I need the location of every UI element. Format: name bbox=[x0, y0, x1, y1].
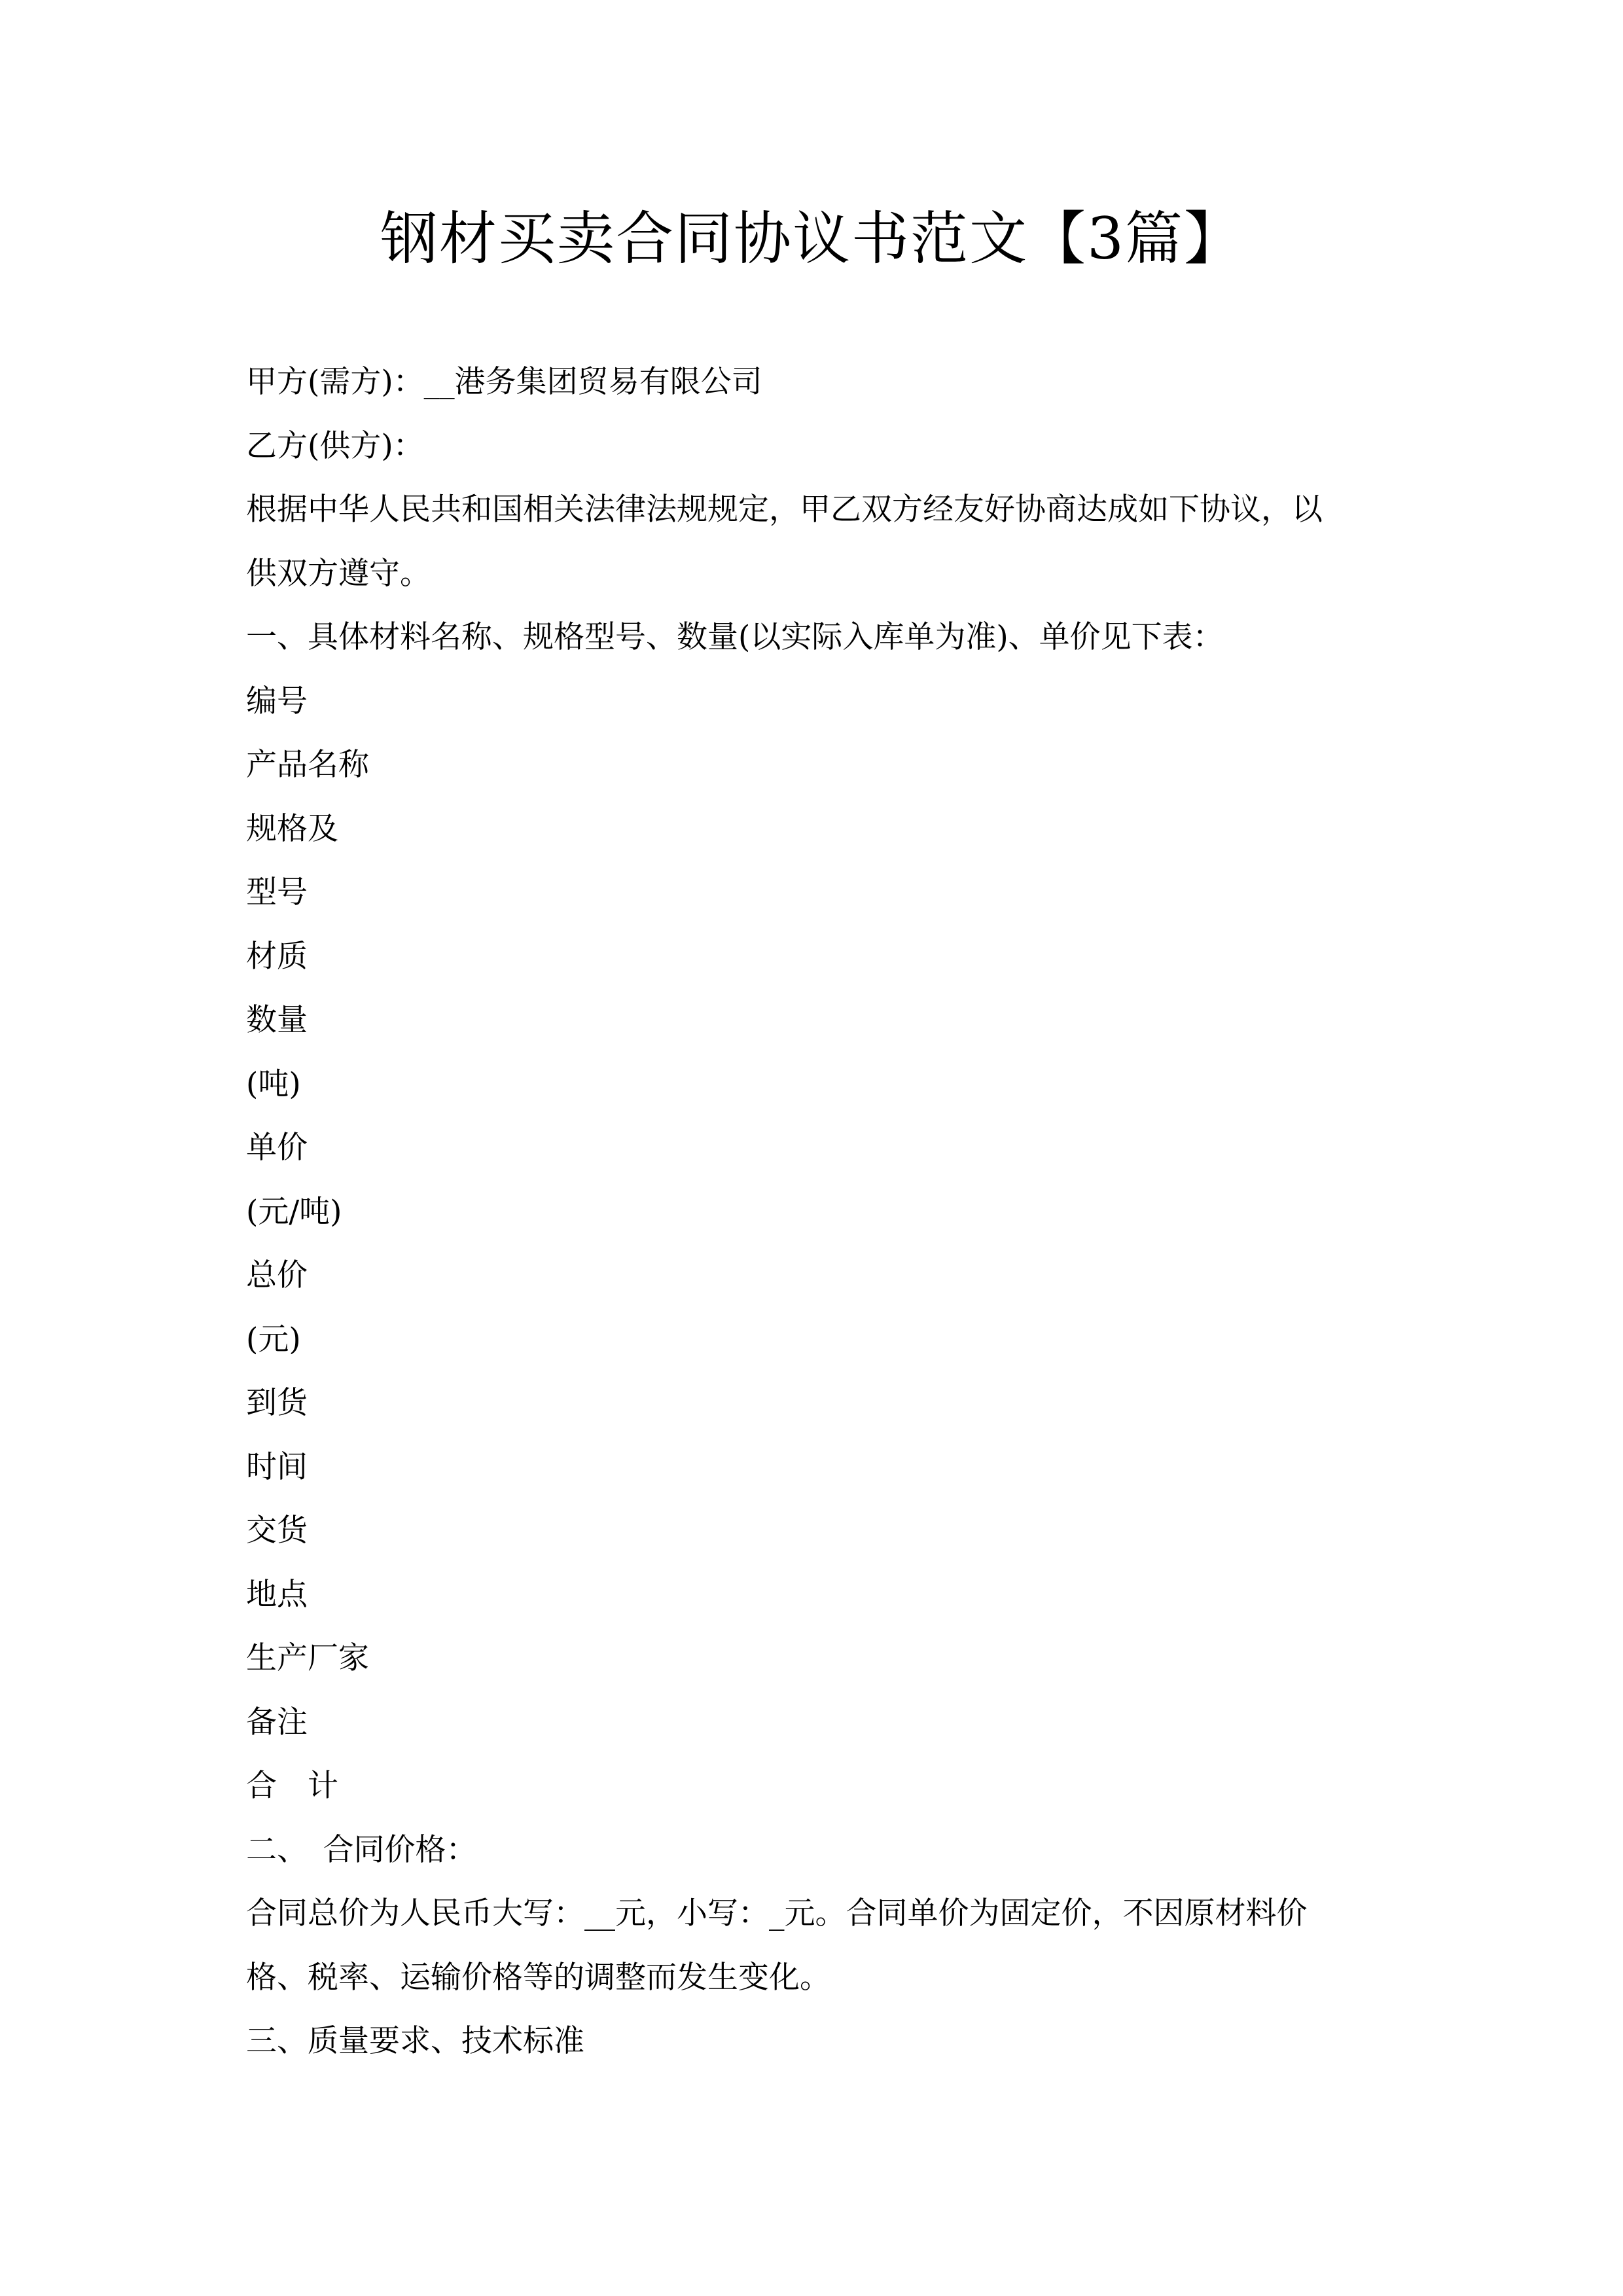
table-header-item: 型号 bbox=[246, 874, 308, 910]
section-1-heading: 一、具体材料名称、规格型号、数量(以实际入库单为准)、单价见下表： bbox=[246, 619, 1224, 655]
preamble-line-2: 供双方遵守。 bbox=[246, 555, 431, 592]
table-header-item: 交货 bbox=[246, 1513, 308, 1549]
section-2-heading: 二、 合同价格： bbox=[246, 1831, 477, 1868]
table-header-item: 规格及 bbox=[246, 810, 338, 847]
table-header-item: 生产厂家 bbox=[246, 1640, 369, 1676]
document-title: 钢材买卖合同协议书范文【3篇】 bbox=[380, 205, 1243, 272]
table-header-item: 数量 bbox=[246, 1002, 308, 1038]
section-2-line-1: 合同总价为人民币大写：__元，小写：_元。合同单价为固定价，不因原材料价 bbox=[246, 1895, 1308, 1931]
document-body bbox=[246, 350, 1385, 2073]
section-2-line-2: 格、税率、运输价格等的调整而发生变化。 bbox=[246, 1959, 830, 1996]
table-header-item: 到货 bbox=[246, 1385, 308, 1421]
party-b-line: 乙方(供方)： bbox=[246, 427, 424, 464]
table-header-item: 单价 bbox=[246, 1130, 308, 1166]
material-table-headers bbox=[246, 670, 1385, 1818]
preamble-line-1: 根据中华人民共和国相关法律法规规定，甲乙双方经友好协商达成如下协议，以 bbox=[246, 492, 1323, 528]
table-total-label: 合 计 bbox=[246, 1768, 338, 1804]
table-header-item: (吨) bbox=[246, 1066, 301, 1102]
table-header-item: 编号 bbox=[246, 683, 308, 719]
table-header-item: (元) bbox=[246, 1321, 301, 1357]
party-a-line: 甲方(需方)：__港务集团贸易有限公司 bbox=[246, 364, 762, 400]
table-header-item: 地点 bbox=[246, 1576, 308, 1613]
table-header-item: 产品名称 bbox=[246, 747, 369, 783]
section-3-heading: 三、质量要求、技术标准 bbox=[246, 2023, 584, 2059]
table-header-item: 总价 bbox=[246, 1257, 308, 1293]
table-header-item: (元/吨) bbox=[246, 1193, 342, 1230]
table-header-item: 材质 bbox=[246, 938, 308, 975]
table-header-item: 时间 bbox=[246, 1448, 308, 1485]
table-header-item: 备注 bbox=[246, 1704, 308, 1740]
